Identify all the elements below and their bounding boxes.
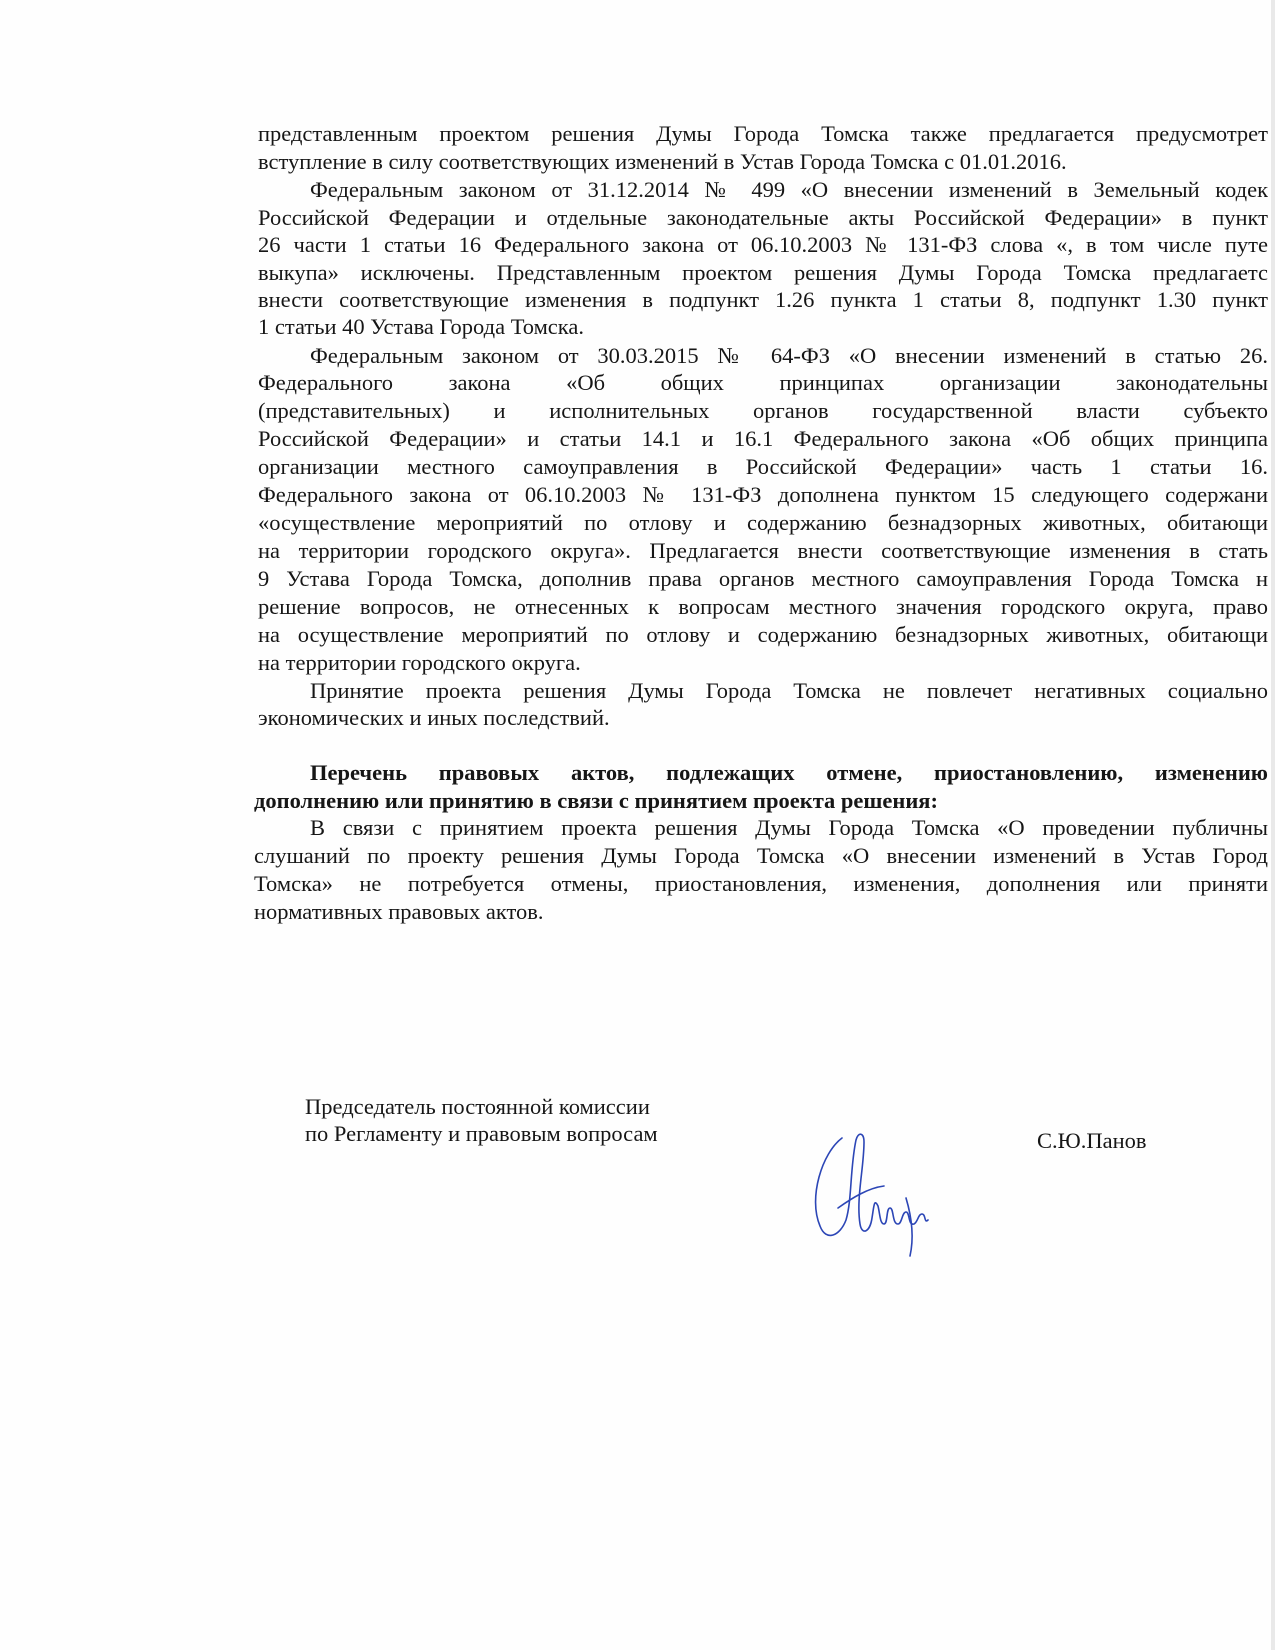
text-line: Принятие проекта решения Думы Города Томска не повлечет негативных социально bbox=[310, 678, 1268, 703]
text-line: выкупа» исключены. Представленным проектом решения Думы Города Томска предлагаетс bbox=[258, 260, 1268, 285]
signatory-title-line: Председатель постоянной комиссии bbox=[305, 1094, 650, 1119]
text-line: внести соответствующие изменения в подпункт 1.26 пункта 1 статьи 8, подпункт 1.30 пункт bbox=[258, 287, 1268, 312]
signatory-name: С.Ю.Панов bbox=[1037, 1128, 1147, 1153]
text-line: на территории городского округа». Предлагается внести соответствующие изменения в стать bbox=[258, 538, 1268, 563]
text-line: 9 Устава Города Томска, дополнив права органов местного самоуправления Города Томска н bbox=[258, 566, 1268, 591]
text-line: Российской Федерации» и статьи 14.1 и 16.1 Федерального закона «Об общих принципа bbox=[258, 426, 1268, 451]
signature-strokes bbox=[816, 1134, 928, 1256]
text-line: Федерального закона от 06.10.2003 № 131-ФЗ дополнена пунктом 15 следующего содержани bbox=[258, 482, 1268, 507]
handwritten-signature bbox=[812, 1128, 962, 1258]
text-line: вступление в силу соответствующих изменений в Устав Города Томска с 01.01.2016. bbox=[258, 149, 1067, 174]
text-line: «осуществление мероприятий по отлову и содержанию безнадзорных животных, обитающи bbox=[258, 510, 1268, 535]
text-line: решение вопросов, не отнесенных к вопросам местного значения городского округа, право bbox=[258, 594, 1268, 619]
text-line: экономических и иных последствий. bbox=[258, 705, 610, 730]
text-line: представленным проектом решения Думы Города Томска также предлагается предусмотрет bbox=[258, 121, 1268, 146]
text-line: 26 части 1 статьи 16 Федерального закона от 06.10.2003 № 131-ФЗ слова «, в том числе путе bbox=[258, 232, 1268, 257]
text-line: 1 статьи 40 Устава Города Томска. bbox=[258, 314, 584, 339]
signatory-title-line: по Регламенту и правовым вопросам bbox=[305, 1121, 658, 1146]
text-line: Томска» не потребуется отмены, приостановления, изменения, дополнения или приняти bbox=[254, 871, 1268, 896]
text-line: (представительных) и исполнительных органов государственной власти субъекто bbox=[258, 398, 1268, 423]
section-heading-line: Перечень правовых актов, подлежащих отмене, приостановлению, изменению bbox=[310, 760, 1268, 785]
section-heading-line: дополнению или принятию в связи с принятием проекта решения: bbox=[254, 788, 938, 813]
text-line: на территории городского округа. bbox=[258, 650, 581, 675]
scan-edge bbox=[1271, 0, 1275, 1650]
text-line: Российской Федерации и отдельные законодательные акты Российской Федерации» в пункт bbox=[258, 205, 1268, 230]
text-line: Федеральным законом от 31.12.2014 № 499 «О внесении изменений в Земельный кодек bbox=[310, 177, 1268, 202]
text-line: нормативных правовых актов. bbox=[254, 899, 544, 924]
text-line: Федерального закона «Об общих принципах организации законодательны bbox=[258, 370, 1268, 395]
text-line: организации местного самоуправления в Российской Федерации» часть 1 статьи 16. bbox=[258, 454, 1268, 479]
text-line: слушаний по проекту решения Думы Города Томска «О внесении изменений в Устав Город bbox=[254, 843, 1268, 868]
text-line: В связи с принятием проекта решения Думы Города Томска «О проведении публичны bbox=[310, 815, 1268, 840]
text-line: на осуществление мероприятий по отлову и содержанию безнадзорных животных, обитающи bbox=[258, 622, 1268, 647]
text-line: Федеральным законом от 30.03.2015 № 64-ФЗ «О внесении изменений в статью 26. bbox=[310, 343, 1268, 368]
